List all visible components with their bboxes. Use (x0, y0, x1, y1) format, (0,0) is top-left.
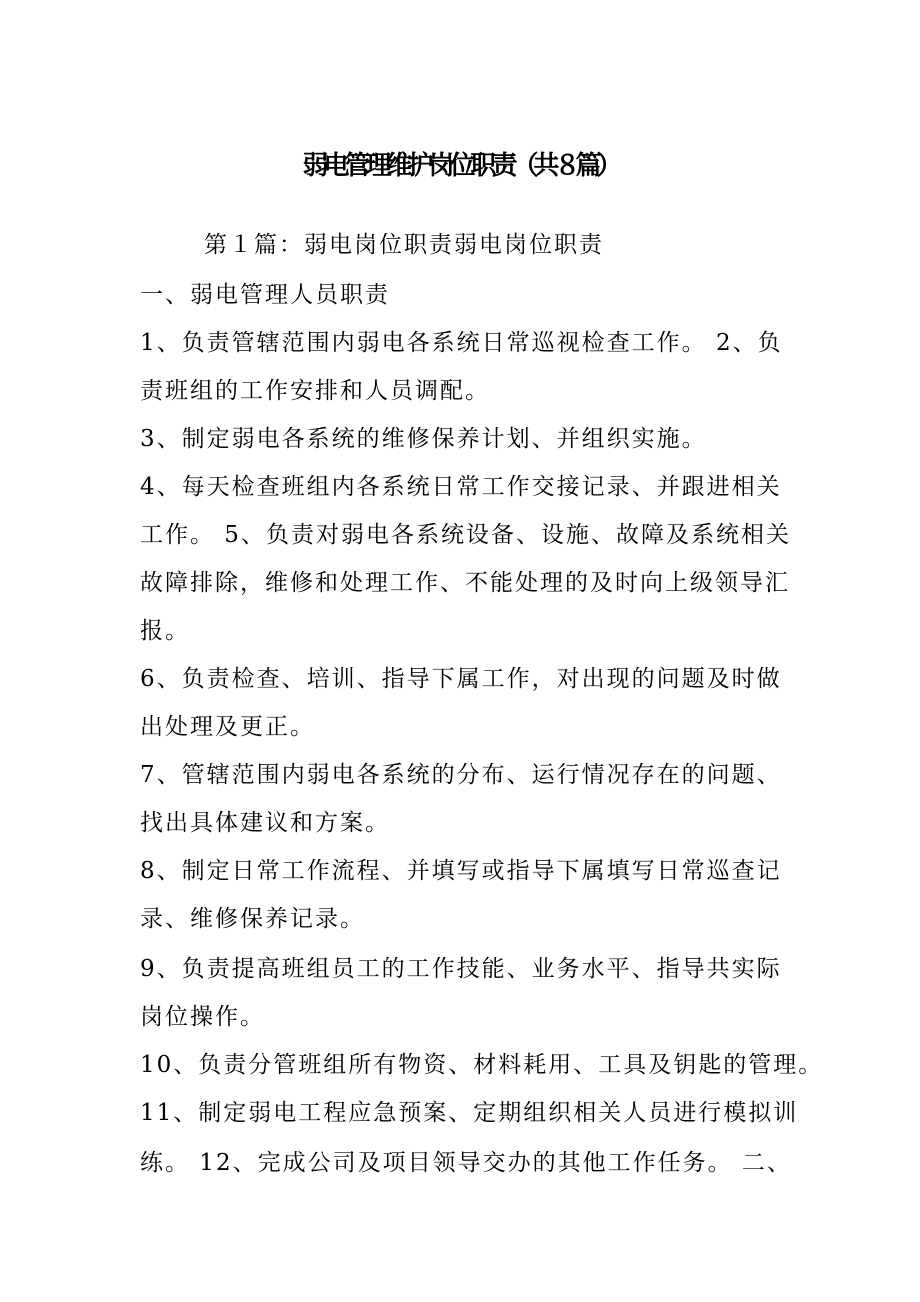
text-line: 找出具体建议和方案。 (140, 810, 390, 836)
text-line: 4、每天检查班组内各系统日常工作交接记录、并跟进相关 (140, 474, 782, 500)
text-line: 9、负责提高班组员工的工作技能、业务水平、指导共实际 (140, 956, 782, 982)
text-line: 6、负责检查、培训、指导下属工作，对出现的问题及时做 (140, 666, 782, 692)
text-line: 故障排除，维修和处理工作、不能处理的及时向上级领导汇 (140, 570, 790, 596)
text-line: 录、维修保养记录。 (140, 906, 365, 932)
document-title: 弱电管理维护岗位职责（共８篇） (302, 151, 618, 181)
text-line: 3、制定弱电各系统的维修保养计划、并组织实施。 (140, 426, 707, 452)
text-line: 练。 12、完成公司及项目领导交办的其他工作任务。 二、 (140, 1150, 792, 1176)
text-line: 1、负责管辖范围内弱电各系统日常巡视检查工作。 2、负 (140, 330, 783, 356)
section-heading: 第１篇：弱电岗位职责弱电岗位职责 (204, 232, 604, 258)
text-line: 11、制定弱电工程应急预案、定期组织相关人员进行模拟训 (140, 1100, 799, 1126)
subsection-heading: 一、弱电管理人员职责 (140, 282, 390, 308)
text-line: 报。 (140, 618, 190, 644)
text-line: 岗位操作。 (140, 1004, 265, 1030)
text-line: 出处理及更正。 (140, 714, 315, 740)
text-line: 8、制定日常工作流程、并填写或指导下属填写日常巡查记 (140, 858, 782, 884)
text-line: 10、负责分管班组所有物资、材料耗用、工具及钥匙的管理。 (140, 1052, 824, 1078)
text-line: 责班组的工作安排和人员调配。 (140, 378, 490, 404)
text-line: 7、管辖范围内弱电各系统的分布、运行情况存在的问题、 (140, 762, 782, 788)
text-line: 工作。 5、负责对弱电各系统设备、设施、故障及系统相关 (140, 522, 791, 548)
